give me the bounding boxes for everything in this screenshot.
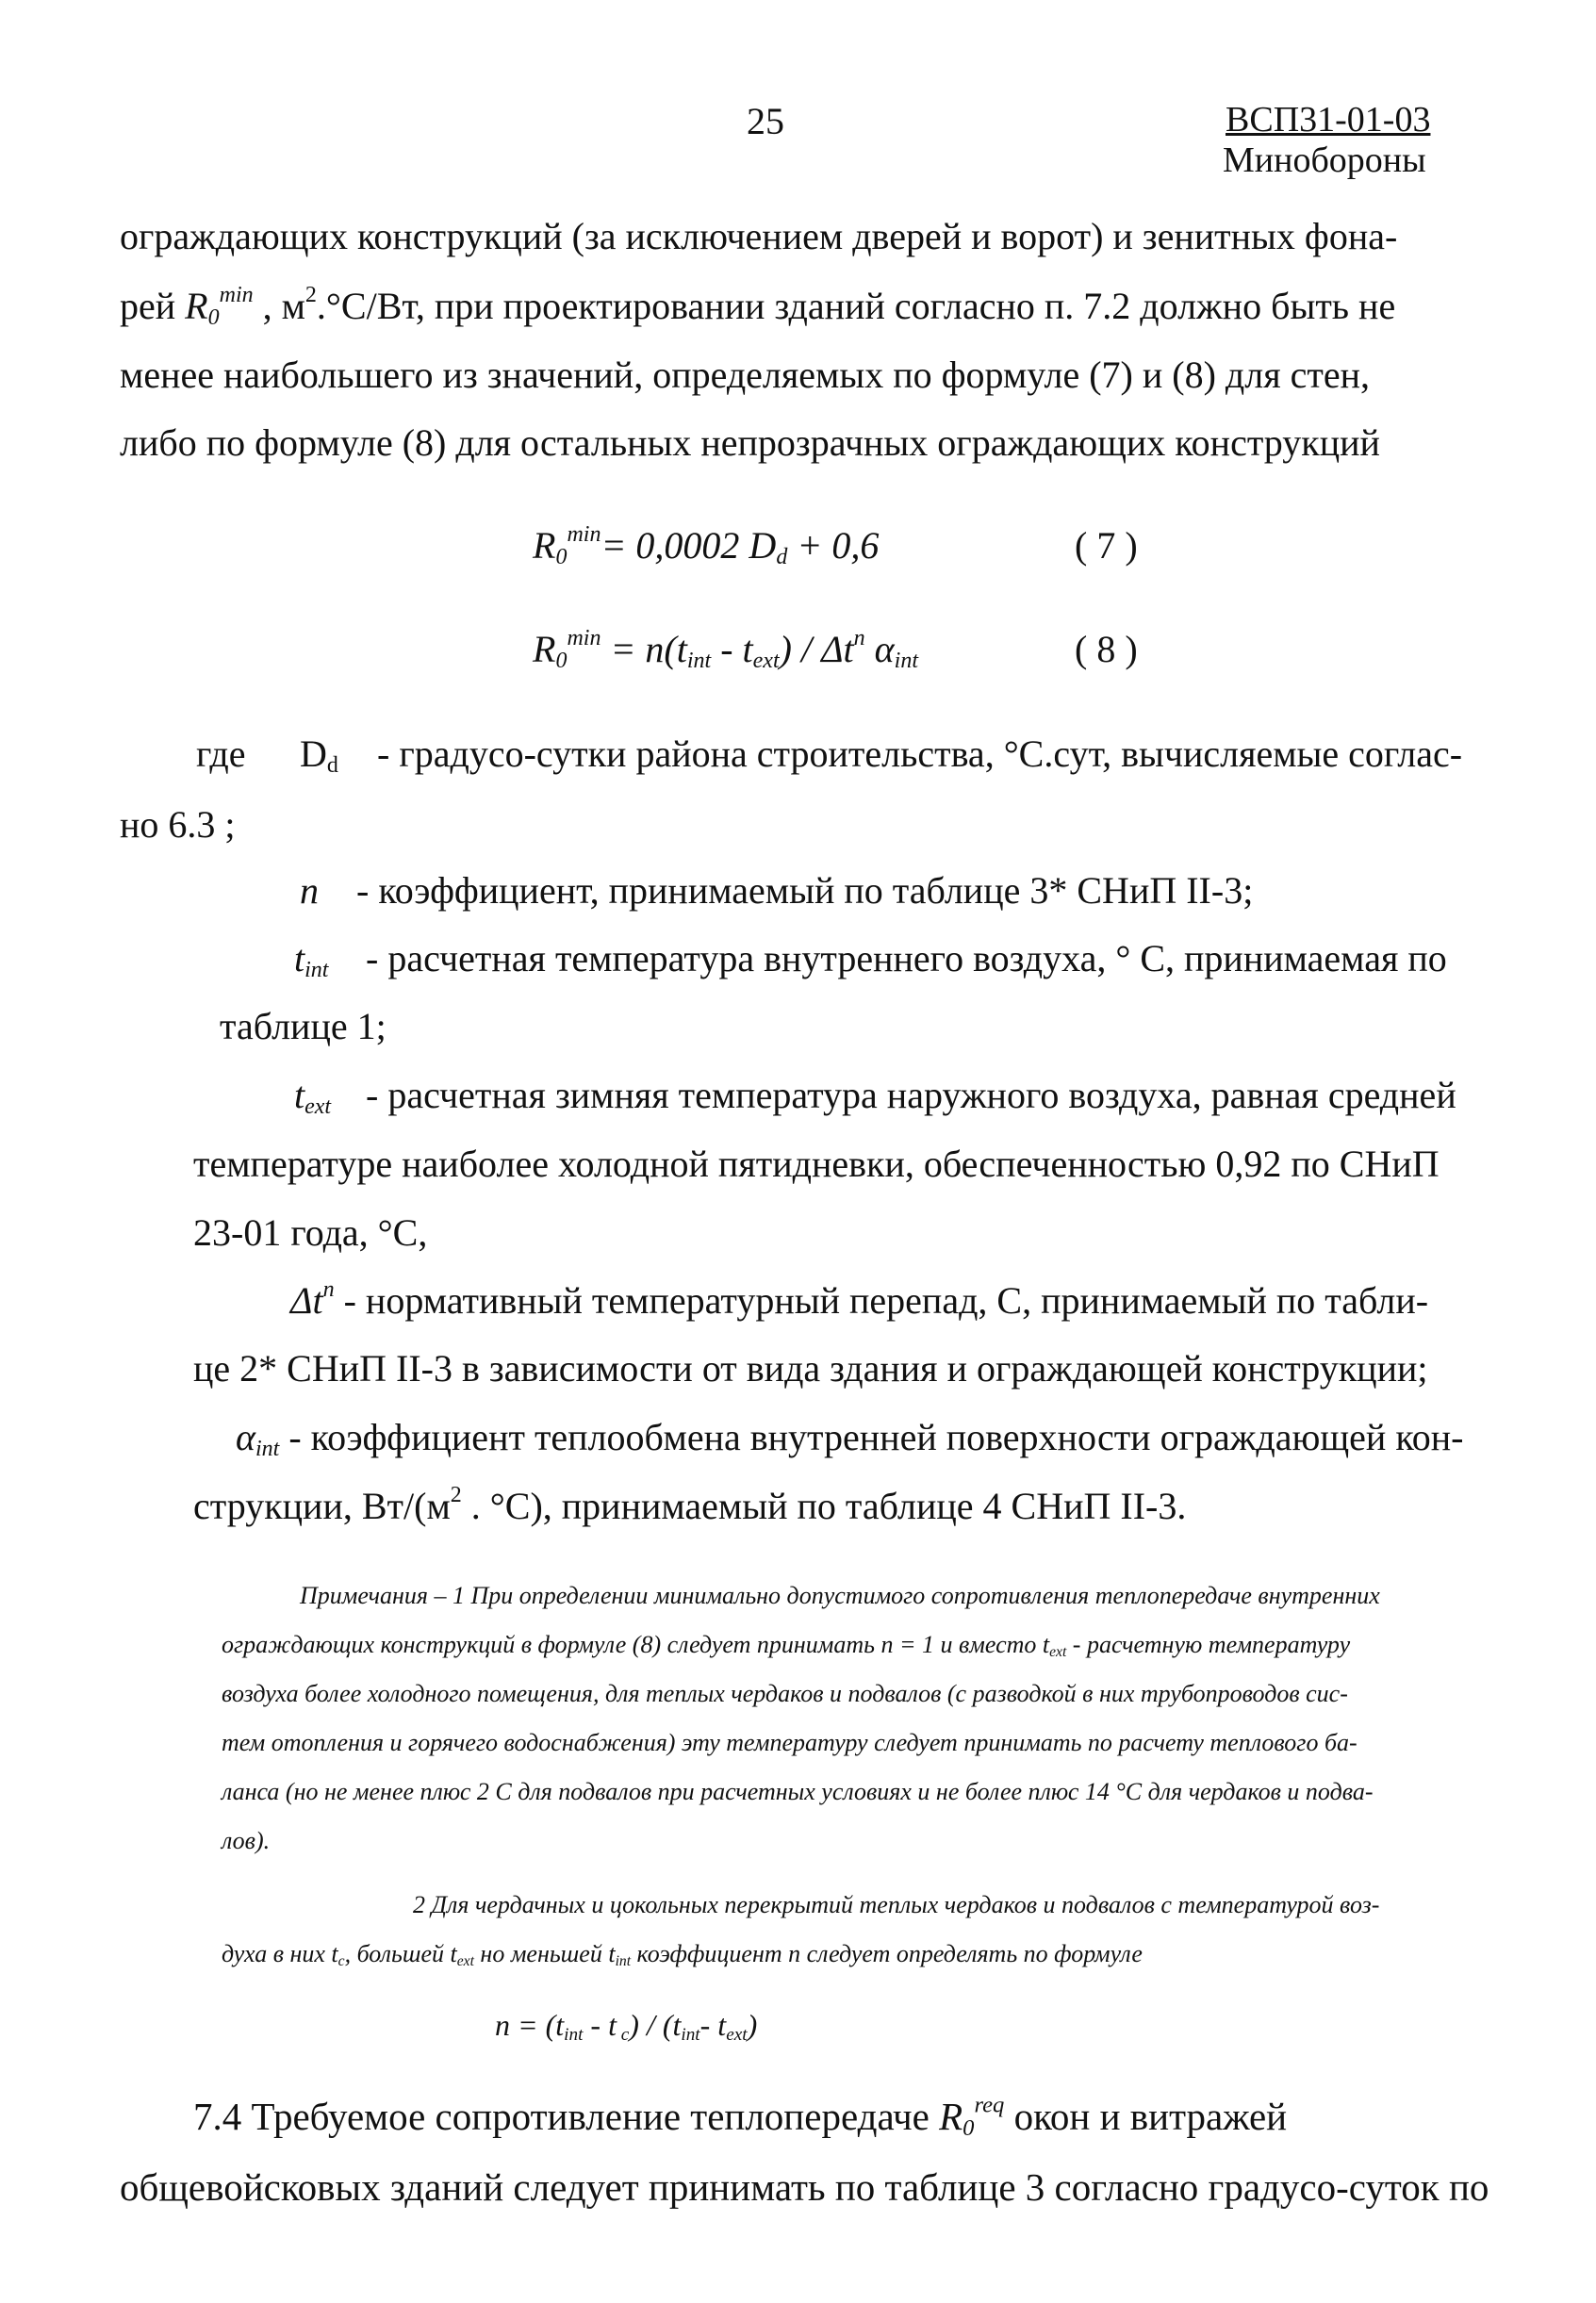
r0-symbol: $R_0^{min}$	[185, 283, 254, 330]
def-tint-continuation: таблице 1;	[220, 1005, 387, 1047]
formula-7: $R_0^{min}= 0,0002$ $D_d + 0,6$	[533, 522, 880, 569]
def-tint-symbol: $t_{int}$	[294, 937, 329, 982]
document-code: ВСП31-01-03	[1226, 100, 1431, 140]
def-alpha-continuation: струкции, $Вт/(м^2$ . °С), принимаемый по таблице 4 СНиП II-3.	[193, 1483, 1187, 1527]
formula-7-number: ( 7 )	[1075, 524, 1138, 567]
def-dt: $\Delta t^n$ - нормативный температурный перепад, С, принимаемый по табли-	[290, 1277, 1429, 1322]
page-number: 25	[747, 100, 784, 142]
note-2-line-1: 2 Для чердачных и цокольных перекрытий теплых чердаков и подвалов с температурой воз-	[413, 1891, 1380, 1918]
def-n-text: - коэффициент, принимаемый по таблице 3* СНиП II-3;	[356, 869, 1254, 912]
note-1-line-4: тем отопления и горячего водоснабжения) эту температуру следует принимать по расчету теплового ба-	[222, 1729, 1357, 1756]
def-dd-continuation: но 6.3 ;	[120, 803, 236, 846]
def-text-continuation-1: температуре наиболее холодной пятидневки, обеспеченностью 0,92 по СНиП	[193, 1143, 1440, 1185]
intro-line-1: ограждающих конструкций (за исключением дверей и ворот) и зенитных фона-	[120, 215, 1398, 257]
note-1-line-1: Примечания – 1 При определении минимально допустимого сопротивления теплопередаче внутренних	[300, 1582, 1380, 1609]
intro-line-4: либо по формуле (8) для остальных непрозрачных ограждающих конструкций	[120, 421, 1380, 464]
note-1-line-5: ланса (но не менее плюс 2 С для подвалов при расчетных условиях и не более плюс 14 °С для чердаков и подва-	[222, 1778, 1374, 1805]
organization: Минобороны	[1223, 140, 1426, 180]
def-n-symbol: n	[300, 869, 319, 912]
note-1-line-6: лов).	[222, 1827, 271, 1854]
intro-line-2: рей $R_0^{min}$ , $м^2.^\circ С/Вт$, при проектировании зданий согласно п. 7.2 должно быть не	[120, 283, 1396, 330]
def-tint-text: - расчетная температура внутреннего воздуха, ° С, принимаемая по	[366, 937, 1447, 979]
formula-8-number: ( 8 )	[1075, 628, 1138, 670]
def-dd-symbol: $D_d$	[300, 732, 338, 778]
where-label: где	[196, 732, 246, 775]
note-1-line-3: воздуха более холодного помещения, для теплых чердаков и подвалов (с разводкой в них трубопроводов сис-	[222, 1680, 1348, 1707]
intro-line-3: менее наибольшего из значений, определяемых по формуле (7) и (8) для стен,	[120, 354, 1371, 396]
def-dd-text: - градусо-сутки района строительства, °С.сут, вычисляемые соглас-	[377, 732, 1463, 775]
def-text-symbol: $t_{ext}$	[294, 1074, 332, 1119]
formula-8: $R_0^{min} = n(t_{int} - t_{ext}) / \Delta t^n$ $\alpha_{int}$	[533, 626, 919, 673]
section-7-4-line-1: 7.4 Требуемое сопротивление теплопередаче $R_0^{req}$ окон и витражей	[193, 2092, 1288, 2142]
note-2-line-2: духа в них $t_c$, большей $t_{ext}$ но меньшей $t_{int}$ коэффициент n следует определять по формуле	[222, 1940, 1143, 1969]
note-1-line-2: ограждающих конструкций в формуле (8) следует принимать n = 1 и вместо $t_{ext}$ - расчетную температуру	[222, 1631, 1351, 1660]
def-text-continuation-2: 23-01 года, °С,	[193, 1211, 428, 1254]
section-7-4-line-2: общевойсковых зданий следует принимать по таблице 3 согласно градусо-суток по	[120, 2165, 1489, 2209]
def-alpha: $\alpha_{int}$ - коэффициент теплообмена внутренней поверхности ограждающей кон-	[236, 1416, 1464, 1461]
def-text-text: - расчетная зимняя температура наружного воздуха, равная средней	[366, 1074, 1456, 1116]
note-2-formula: $n = (t_{int} - t$ $_c) / (t_{int}-$ $t_{ext}$)	[495, 2008, 758, 2045]
def-dt-continuation: це 2* СНиП II-3 в зависимости от вида здания и ограждающей конструкции;	[193, 1347, 1428, 1390]
